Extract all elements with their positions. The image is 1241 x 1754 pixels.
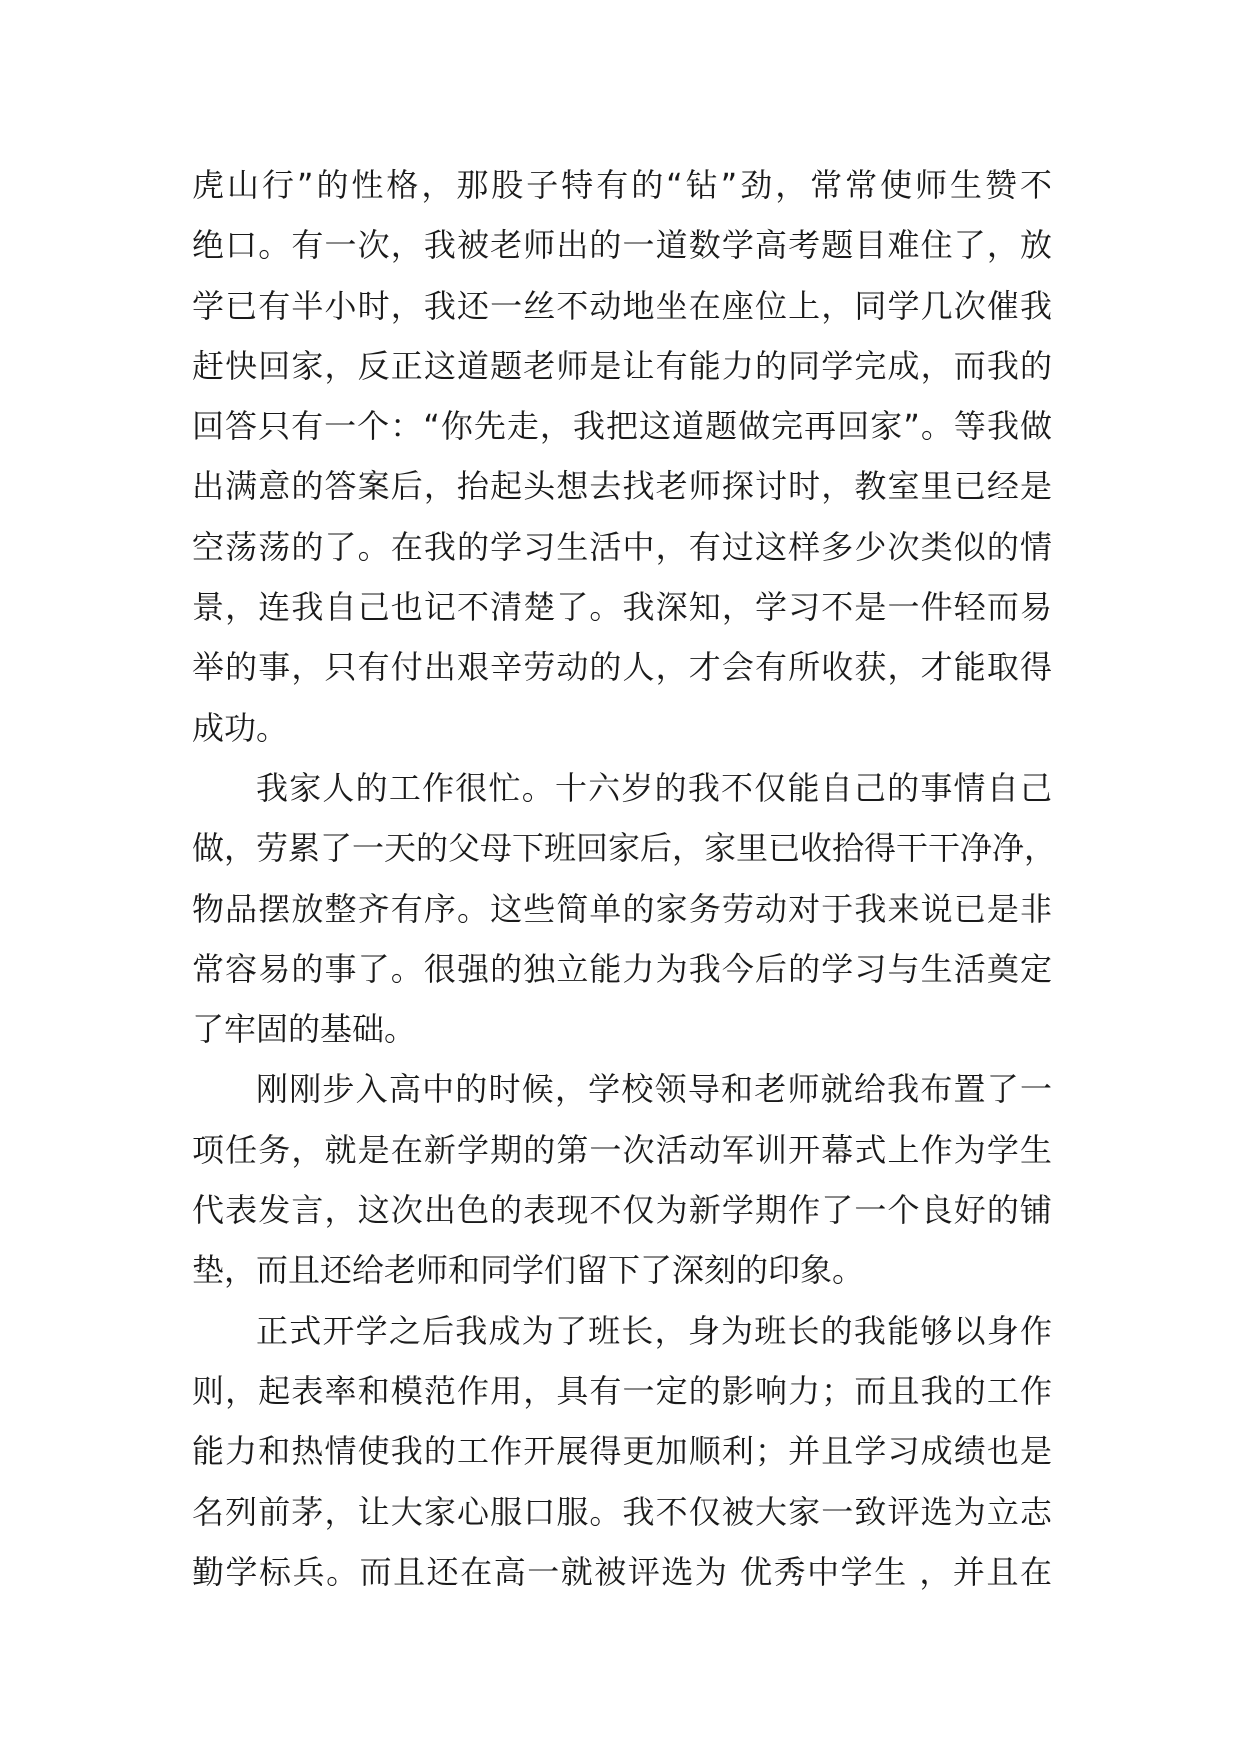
text-line: 正式开学之后我成为了班长，身为班长的我能够以身作 — [256, 1311, 1052, 1350]
text-line: 绝口。有一次，我被老师出的一道数学高考题目难住了，放 — [192, 226, 1052, 265]
text-line: 则，起表率和模范作用，具有一定的影响力；而且我的工作 — [192, 1371, 1052, 1410]
text-line: 做，劳累了一天的父母下班回家后，家里已收拾得干干净净， — [192, 829, 1057, 868]
text-line: 名列前茅，让大家心服口服。我不仅被大家一致评选为立志 — [192, 1492, 1052, 1531]
text-line: 我家人的工作很忙。十六岁的我不仅能自己的事情自己 — [256, 768, 1052, 807]
text-line: 景，连我自己也记不清楚了。我深知，学习不是一件轻而易 — [192, 588, 1052, 627]
document-body — [192, 155, 1057, 1602]
text-line: 物品摆放整齐有序。这些简单的家务劳动对于我来说已是非 — [192, 889, 1052, 928]
text-line: 成功。 — [192, 708, 289, 747]
text-line: 举的事，只有付出艰辛劳动的人，才会有所收获，才能取得 — [192, 648, 1052, 687]
text-line: 回答只有一个：“你先走，我把这道题做完再回家”。等我做 — [192, 407, 1052, 446]
text-line: 赶快回家，反正这道题老师是让有能力的同学完成，而我的 — [192, 346, 1052, 385]
text-line: 项任务，就是在新学期的第一次活动军训开幕式上作为学生 — [192, 1130, 1052, 1169]
text-line: 了牢固的基础。 — [192, 1010, 417, 1049]
text-line: 学已有半小时，我还一丝不动地坐在座位上，同学几次催我 — [192, 286, 1052, 325]
text-line: 虎山行”的性格，那股子特有的“钻”劲，常常使师生赞不 — [192, 166, 1052, 204]
text-line: 常容易的事了。很强的独立能力为我今后的学习与生活奠定 — [192, 949, 1052, 988]
text-line: 空荡荡的了。在我的学习生活中，有过这样多少次类似的情 — [192, 527, 1052, 566]
text-line: 勤学标兵。而且还在高一就被评选为 优秀中学生 ，并且在 — [192, 1552, 1052, 1591]
text-line: 刚刚步入高中的时候，学校领导和老师就给我布置了一 — [256, 1070, 1052, 1109]
text-line: 垫，而且还给老师和同学们留下了深刻的印象。 — [192, 1251, 865, 1290]
text-line: 出满意的答案后，抬起头想去找老师探讨时，教室里已经是 — [192, 467, 1052, 506]
text-line: 能力和热情使我的工作开展得更加顺利；并且学习成绩也是 — [192, 1432, 1052, 1471]
text-line: 代表发言，这次出色的表现不仅为新学期作了一个良好的铺 — [192, 1191, 1052, 1230]
